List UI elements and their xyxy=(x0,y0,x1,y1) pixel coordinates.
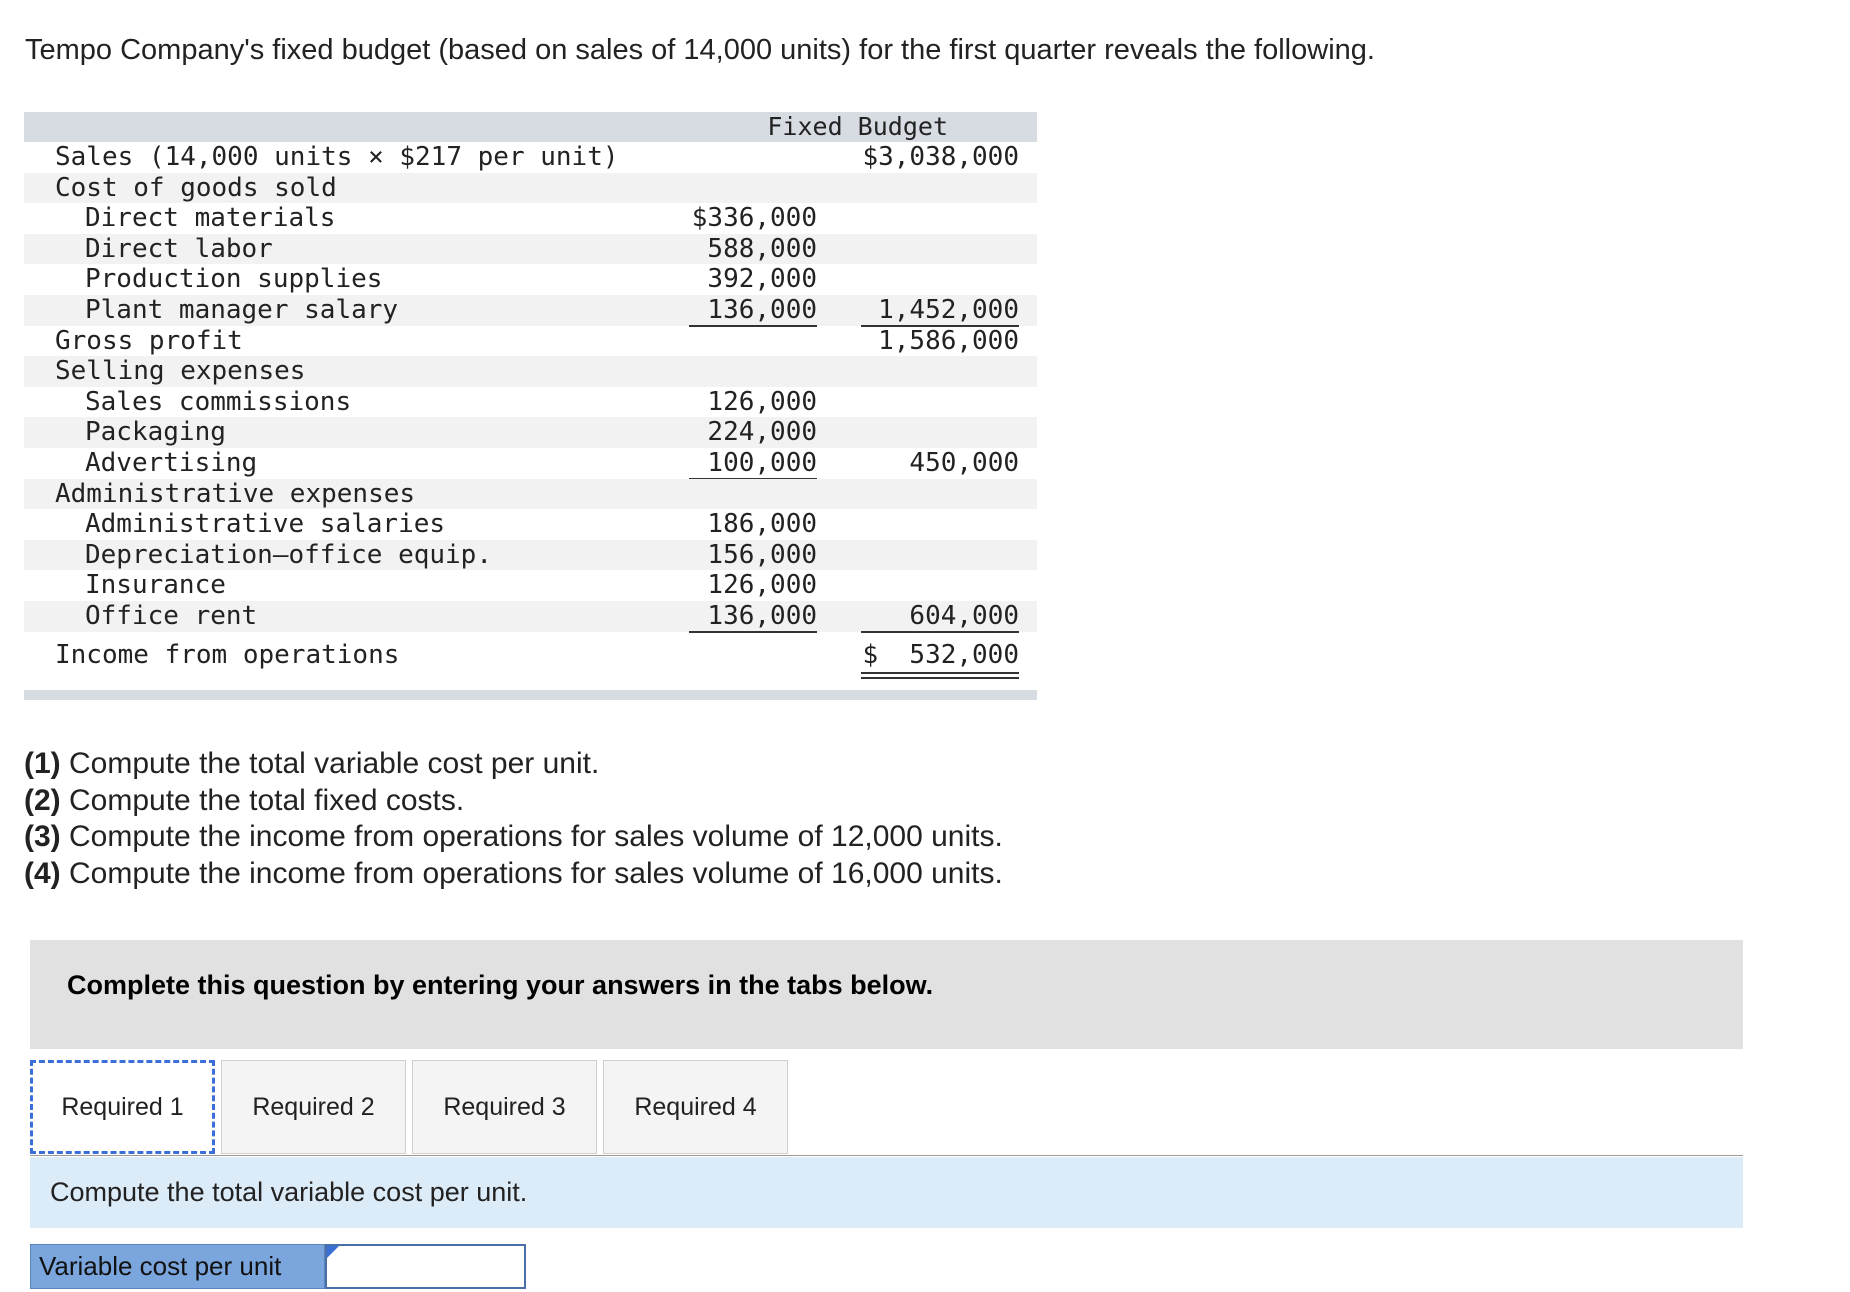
table-row xyxy=(24,295,1037,326)
row-amount: 156,000 xyxy=(707,539,817,570)
table-row xyxy=(24,540,1037,571)
question-item xyxy=(24,746,1003,783)
row-total: $3,038,000 xyxy=(862,142,1019,172)
row-amount: 136,000 xyxy=(707,294,817,325)
question-number: (2) xyxy=(24,783,61,817)
row-amount: 224,000 xyxy=(707,417,817,448)
question-text: Compute the income from operations for sales volume of 16,000 units. xyxy=(60,856,1003,890)
row-label: Direct materials xyxy=(85,203,336,234)
row-amount: $336,000 xyxy=(691,203,817,234)
table-row xyxy=(24,632,1037,672)
table-footer xyxy=(24,690,1037,700)
fixed-budget-header: Fixed Budget xyxy=(767,112,948,141)
row-amount: 126,000 xyxy=(707,570,817,601)
answer-label: Variable cost per unit xyxy=(30,1244,325,1289)
row-label: Insurance xyxy=(85,570,226,601)
question-item xyxy=(24,819,1003,856)
table-header xyxy=(24,112,1037,142)
panel-prompt: Compute the total variable cost per unit. xyxy=(50,1177,528,1207)
instruction-text: Complete this question by entering your answers in the tabs below. xyxy=(67,970,934,1000)
row-label: Administrative expenses xyxy=(55,478,416,509)
table-row xyxy=(24,387,1037,418)
tab-required-2[interactable]: Required 2 xyxy=(221,1060,406,1154)
table-row xyxy=(24,356,1037,387)
table-row xyxy=(24,417,1037,448)
row-label: Direct labor xyxy=(85,233,273,264)
question-text: Compute the income from operations for sales volume of 12,000 units. xyxy=(60,820,1003,853)
question-text: Compute the total variable cost per unit. xyxy=(60,747,600,780)
row-total: $ 532,000 xyxy=(862,639,1019,670)
tab-required-4[interactable]: Required 4 xyxy=(603,1060,788,1154)
row-amount: 186,000 xyxy=(707,509,817,540)
row-label: Plant manager salary xyxy=(85,294,399,325)
tab-required-3[interactable]: Required 3 xyxy=(412,1060,597,1154)
intro-text: Tempo Company's fixed budget (based on sales of 14,000 units) for the first quarter reveals the following. xyxy=(25,34,1375,66)
tab-bar xyxy=(30,1060,1743,1155)
row-total: 450,000 xyxy=(909,447,1019,478)
question-text: Compute the total fixed costs. xyxy=(60,783,465,817)
table-row xyxy=(24,601,1037,632)
question-number: (1) xyxy=(24,747,61,780)
tab-required-1[interactable]: Required 1 xyxy=(30,1060,215,1154)
table-row xyxy=(24,264,1037,295)
row-label: Advertising xyxy=(85,447,258,478)
variable-cost-per-unit-input[interactable] xyxy=(325,1244,526,1289)
table-row xyxy=(24,326,1037,357)
row-amount: 100,000 xyxy=(707,447,817,478)
row-label: Income from operations xyxy=(55,639,400,670)
instruction-banner xyxy=(30,940,1743,1049)
row-label: Packaging xyxy=(85,417,226,448)
row-label: Administrative salaries xyxy=(85,509,446,540)
row-label: Cost of goods sold xyxy=(55,172,337,203)
row-label: Sales (14,000 units × $217 per unit) xyxy=(55,142,619,172)
answer-row xyxy=(30,1244,530,1292)
table-row xyxy=(24,479,1037,510)
question-number: (4) xyxy=(24,856,61,890)
row-total: 1,586,000 xyxy=(878,325,1019,356)
row-amount: 126,000 xyxy=(707,386,817,417)
input-flag-icon xyxy=(327,1246,339,1258)
tab-divider xyxy=(30,1155,1743,1156)
table-row xyxy=(24,203,1037,234)
row-label: Selling expenses xyxy=(55,356,306,387)
row-label: Sales commissions xyxy=(85,386,352,417)
question-item xyxy=(24,856,1003,893)
question-number: (3) xyxy=(24,820,61,853)
row-label: Production supplies xyxy=(85,264,383,295)
row-total: 604,000 xyxy=(909,600,1019,631)
row-label: Gross profit xyxy=(55,325,243,356)
row-amount: 136,000 xyxy=(707,600,817,631)
double-underline xyxy=(861,672,1019,679)
row-total: 1,452,000 xyxy=(878,294,1019,325)
fixed-budget-table xyxy=(24,112,1037,700)
tab-panel-header xyxy=(30,1157,1743,1228)
row-label: Office rent xyxy=(85,600,258,631)
table-row xyxy=(24,173,1037,204)
table-row xyxy=(24,509,1037,540)
table-row xyxy=(24,142,1037,173)
table-row xyxy=(24,234,1037,265)
table-row xyxy=(24,448,1037,479)
row-label: Depreciation—office equip. xyxy=(85,539,492,570)
question-item xyxy=(24,783,1003,820)
question-list xyxy=(24,746,1003,892)
row-amount: 392,000 xyxy=(707,264,817,295)
row-amount: 588,000 xyxy=(707,233,817,264)
table-row xyxy=(24,570,1037,601)
